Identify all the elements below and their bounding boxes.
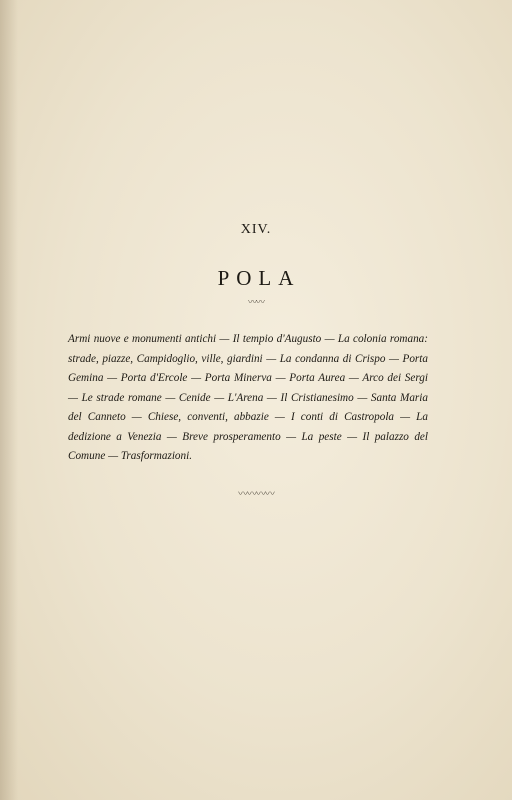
chapter-number: XIV. [240,222,272,237]
title-ornament: 〰〰 [247,297,264,307]
page-gutter-shadow [0,0,18,800]
closing-ornament: 〰〰〰〰 [238,489,274,500]
chapter-summary: Armi nuove e monumenti antichi — Il tempio d'Augusto — La colonia romana: strade, piazze, Campidoglio, ville, giardini — La condanna di Crispo — Porta Gemina — Porta d'Ercole — Porta Minerva — Porta Aurea — Arco dei Sergi — Le strade romane — Cenide — L'Arena — Il Cristianesimo — Santa Maria del Canneto — Chiese, conventi, abbazie — I conti di Castropola — La dedizione a Venezia — Breve prosperamento — La peste — Il palazzo del Comune — Trasformazioni. [68,333,428,462]
chapter-title: POLA [217,266,301,290]
